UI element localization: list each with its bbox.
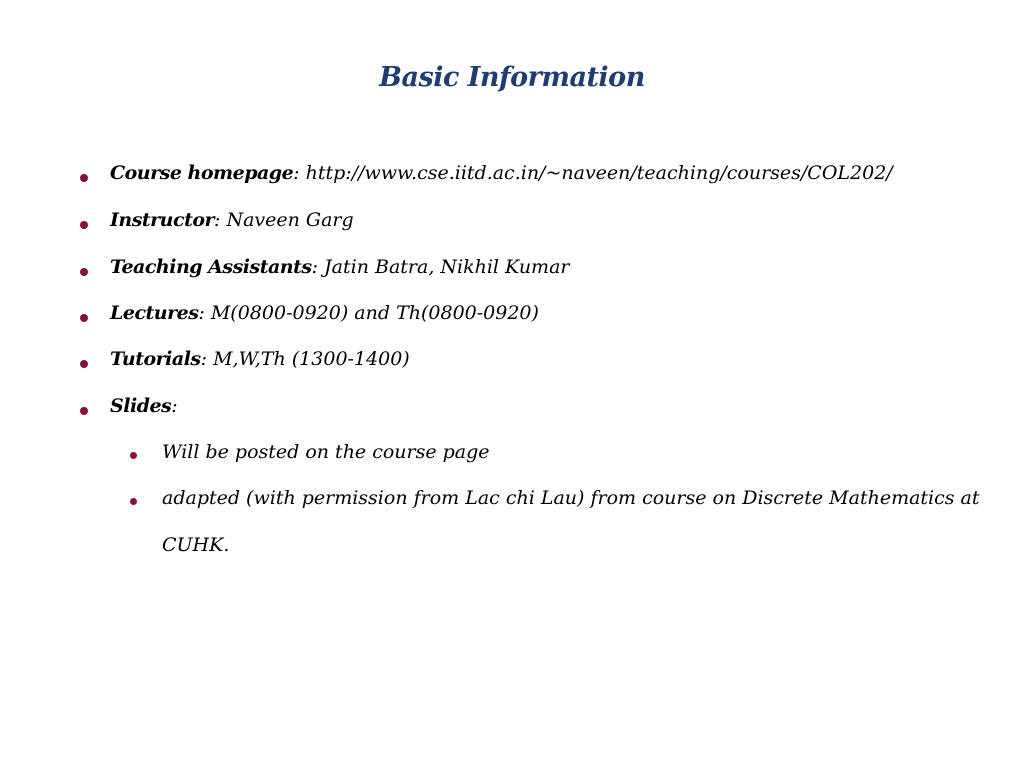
item-label: Lectures (110, 302, 199, 324)
item-value: Naveen Garg (220, 209, 354, 231)
bullet-icon (80, 268, 88, 276)
sub-item-text: adapted (with permission from Lac chi Lau) from course on Discrete Mathematics at (162, 487, 980, 509)
item-label: Slides (110, 395, 172, 417)
item-value: Jatin Batra, Nikhil Kumar (318, 256, 570, 278)
item-value: M(0800-0920) and Th(0800-0920) (204, 302, 539, 324)
list-item-text (110, 302, 539, 324)
item-separator: : (200, 348, 208, 370)
slide-title: Basic Information (379, 62, 645, 93)
bullet-icon (80, 174, 88, 182)
item-separator: : (293, 162, 300, 184)
item-separator: : (171, 395, 178, 417)
bullet-icon (80, 360, 88, 368)
item-value: http://www.cse.iitd.ac.in/~naveen/teaching/courses/COL202/ (299, 162, 893, 184)
item-value: M,W,Th (1300-1400) (207, 348, 410, 370)
item-separator: : (311, 256, 319, 278)
bullet-icon (80, 314, 88, 322)
item-label: Teaching Assistants (110, 256, 312, 278)
list-item-text (110, 395, 178, 417)
bullet-icon (80, 221, 88, 229)
list-item-text (110, 256, 570, 278)
list-item-text (110, 162, 893, 184)
list-item-text (110, 209, 354, 231)
item-separator: : (198, 302, 205, 324)
list-item-text (110, 348, 410, 370)
bullet-icon (80, 407, 88, 415)
item-separator: : (214, 209, 221, 231)
item-label: Course homepage (110, 162, 294, 184)
item-label: Tutorials (110, 348, 201, 370)
bullet-icon (130, 498, 137, 505)
item-label: Instructor (110, 209, 215, 231)
bullet-icon (130, 452, 137, 459)
sub-item-continuation-text: CUHK. (162, 534, 230, 556)
sub-item-text: Will be posted on the course page (162, 441, 490, 463)
